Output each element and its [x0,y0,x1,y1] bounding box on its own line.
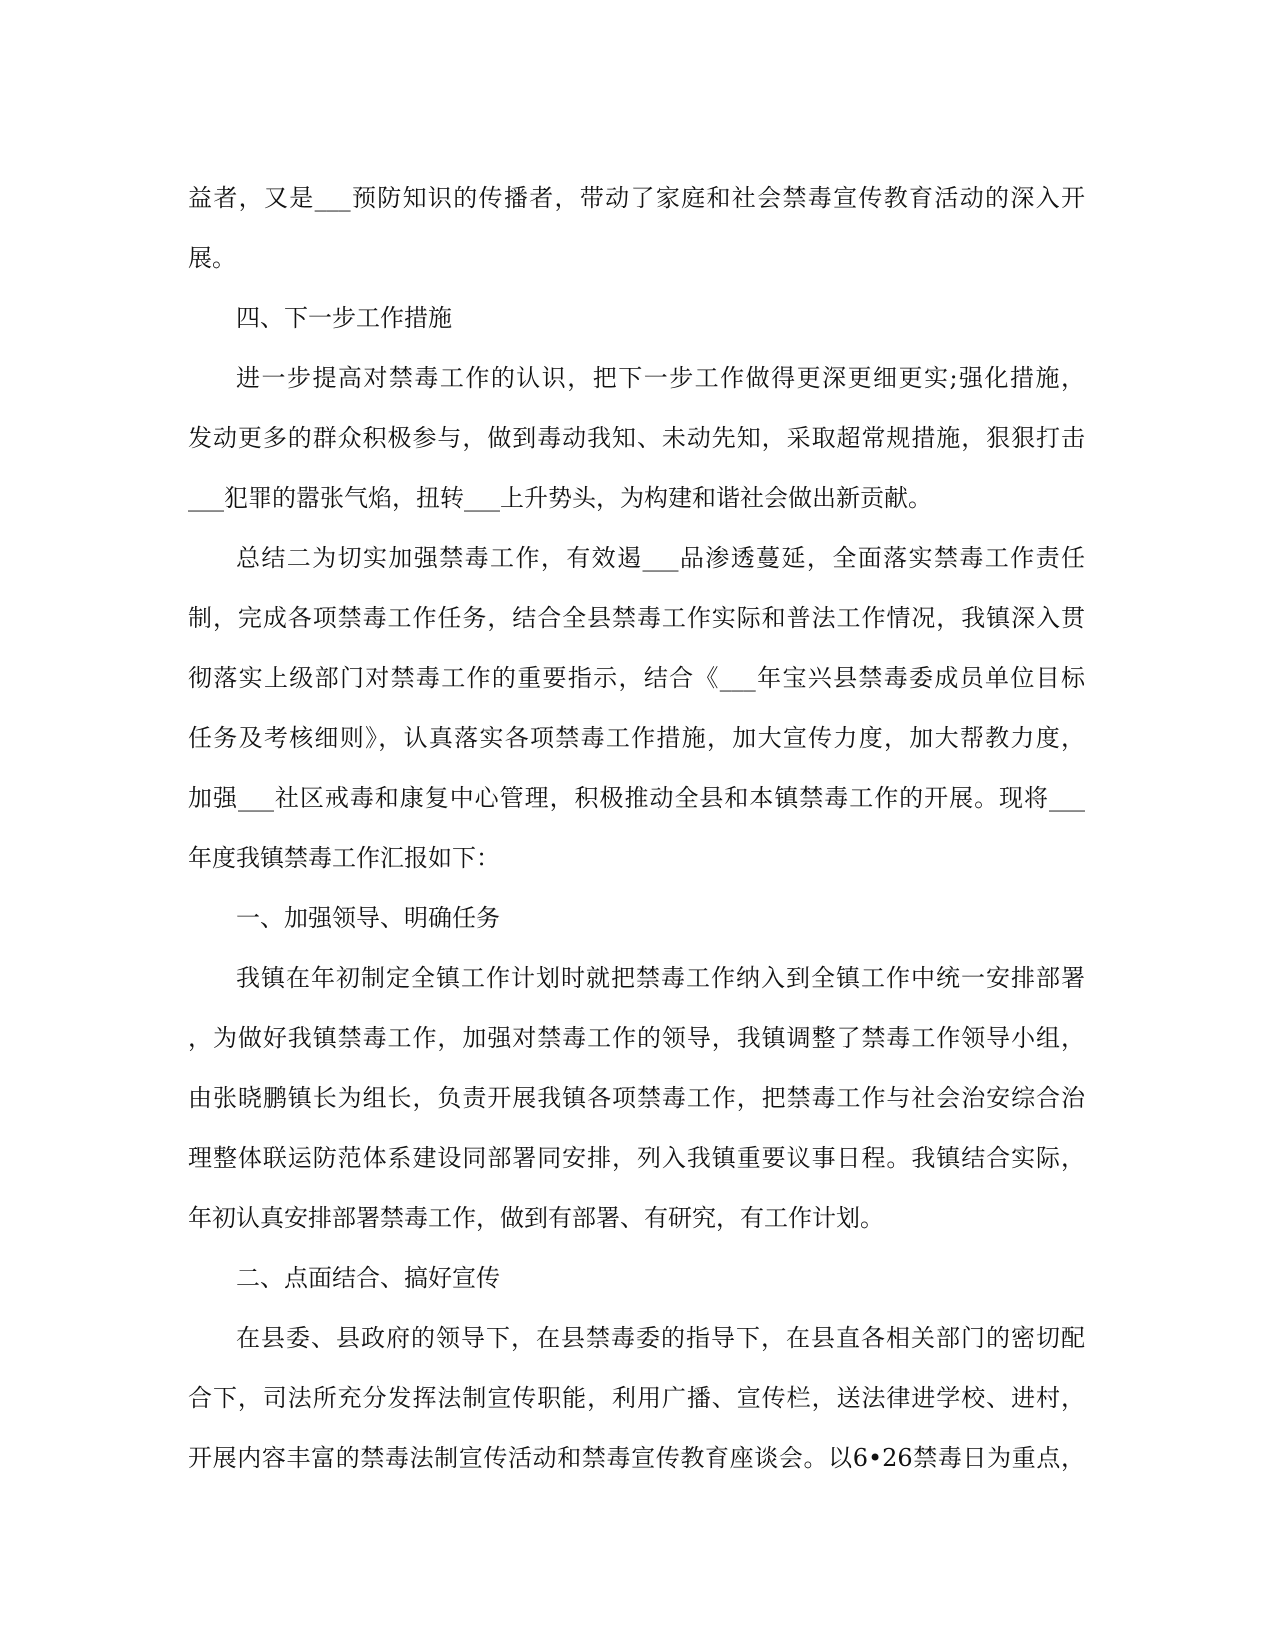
section-heading: 二、点面结合、搞好宣传 [236,1264,500,1292]
text-line: 发动更多的群众积极参与，做到毒动我知、未动先知，采取超常规措施，狠狠打击 [188,424,1085,452]
text-line: ___犯罪的嚣张气焰，扭转___上升势头，为构建和谐社会做出新贡献。 [188,484,932,512]
text-line: ，为做好我镇禁毒工作，加强对禁毒工作的领导，我镇调整了禁毒工作领导小组， [188,1024,1085,1052]
text-line: 我镇在年初制定全镇工作计划时就把禁毒工作纳入到全镇工作中统一安排部署 [236,964,1085,992]
text-line: 加强___社区戒毒和康复中心管理，积极推动全县和本镇禁毒工作的开展。现将___ [188,784,1085,812]
text-line: 益者，又是___预防知识的传播者，带动了家庭和社会禁毒宣传教育活动的深入开 [188,184,1085,212]
text-line: 进一步提高对禁毒工作的认识，把下一步工作做得更深更细更实;强化措施， [236,364,1085,392]
section-heading: 一、加强领导、明确任务 [236,904,500,932]
text-line: 理整体联运防范体系建设同部署同安排，列入我镇重要议事日程。我镇结合实际， [188,1144,1085,1172]
text-line: 彻落实上级部门对禁毒工作的重要指示，结合《___年宝兴县禁毒委成员单位目标 [188,664,1085,692]
text-line: 任务及考核细则》，认真落实各项禁毒工作措施，加大宣传力度，加大帮教力度， [188,724,1085,752]
text-line: 开展内容丰富的禁毒法制宣传活动和禁毒宣传教育座谈会。以6•26禁毒日为重点， [188,1444,1085,1472]
text-line: 制，完成各项禁毒工作任务，结合全县禁毒工作实际和普法工作情况，我镇深入贯 [188,604,1085,632]
text-line: 在县委、县政府的领导下，在县禁毒委的指导下，在县直各相关部门的密切配 [236,1324,1085,1352]
section-heading: 四、下一步工作措施 [236,304,452,332]
text-line: 展。 [188,244,236,272]
text-line: 年度我镇禁毒工作汇报如下： [188,844,500,872]
text-line: 年初认真安排部署禁毒工作，做到有部署、有研究，有工作计划。 [188,1204,884,1232]
text-line: 合下，司法所充分发挥法制宣传职能，利用广播、宣传栏，送法律进学校、进村， [188,1384,1085,1412]
text-line: 总结二为切实加强禁毒工作，有效遏___品渗透蔓延，全面落实禁毒工作责任 [236,544,1085,572]
text-line: 由张晓鹏镇长为组长，负责开展我镇各项禁毒工作，把禁毒工作与社会治安综合治 [188,1084,1085,1112]
